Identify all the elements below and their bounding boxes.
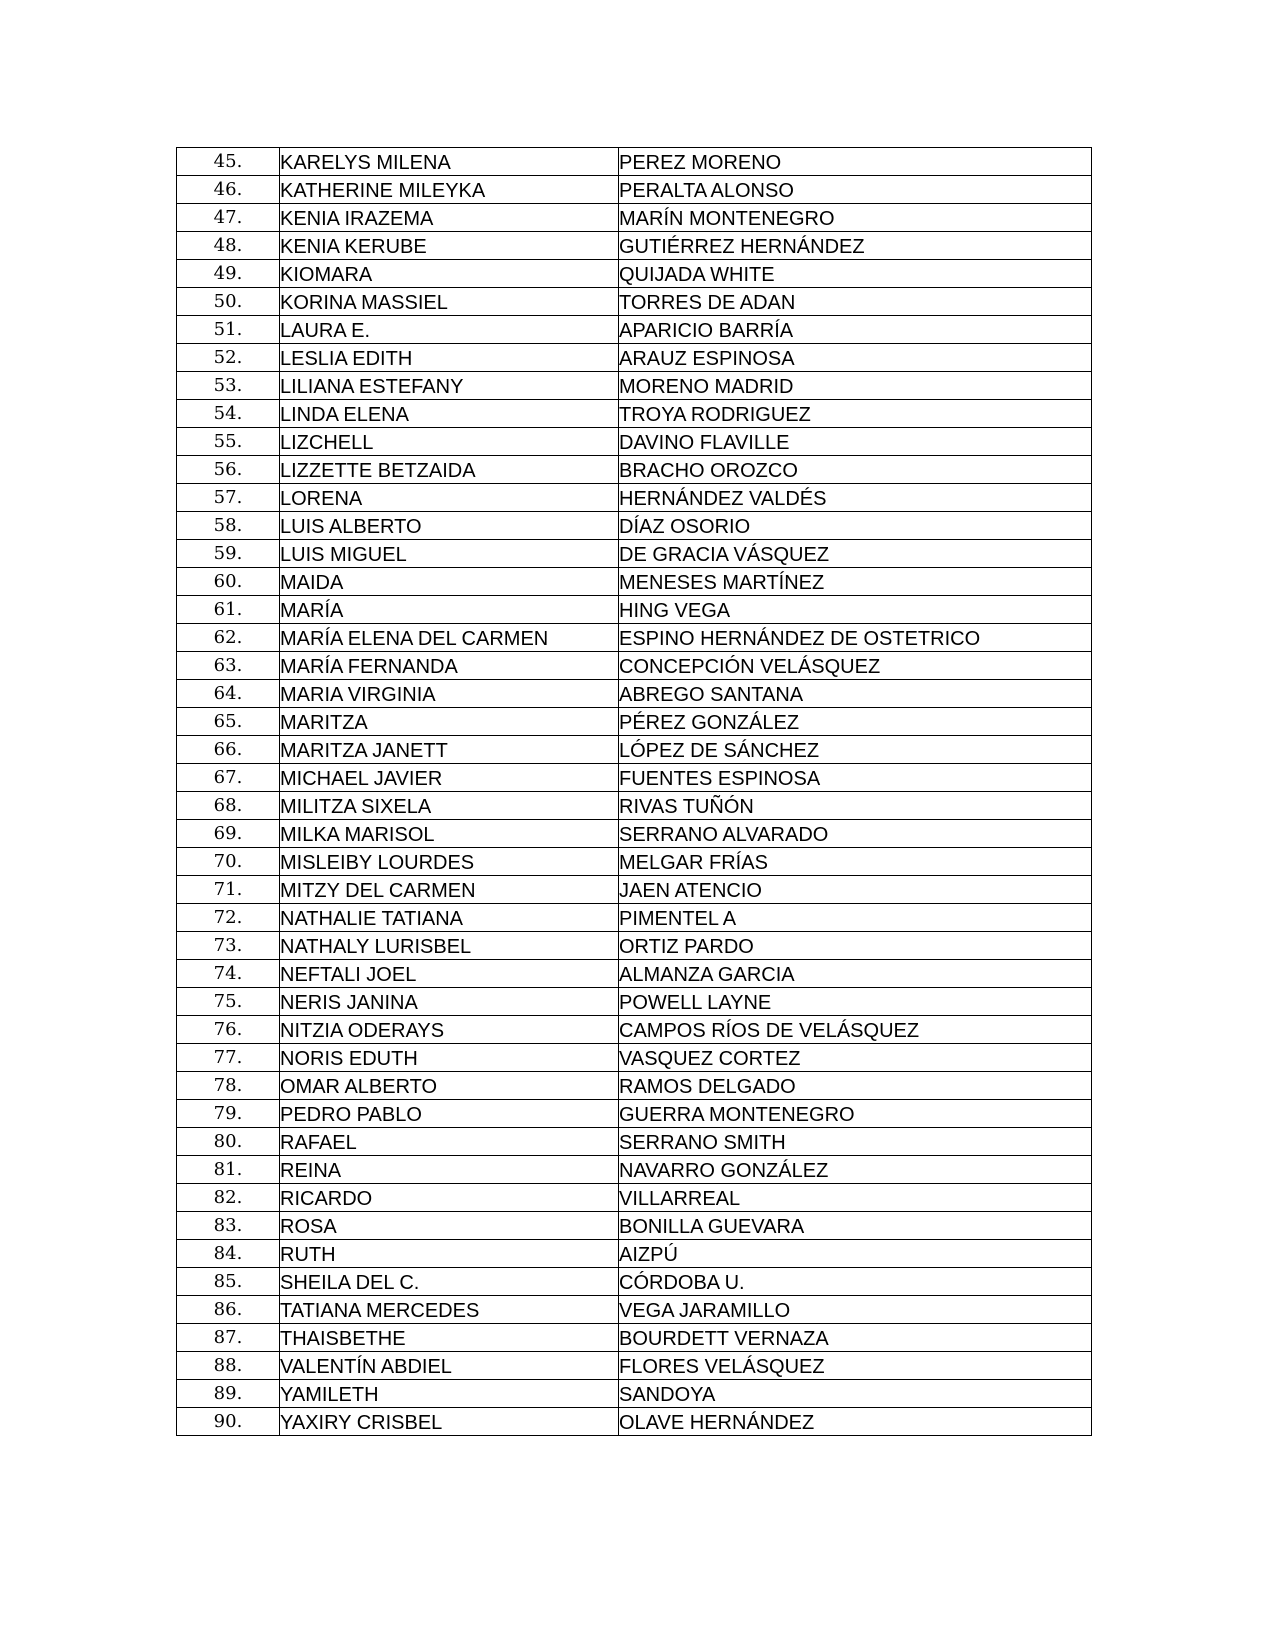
table-row xyxy=(177,680,1092,708)
first-name-cell: MILITZA SIXELA xyxy=(280,792,619,820)
table-row xyxy=(177,540,1092,568)
row-number-cell: 63. xyxy=(177,652,280,680)
row-number-cell: 46. xyxy=(177,176,280,204)
last-name-cell: BRACHO OROZCO xyxy=(619,456,1092,484)
first-name-cell: MARIA VIRGINIA xyxy=(280,680,619,708)
table-row xyxy=(177,344,1092,372)
row-number-cell: 75. xyxy=(177,988,280,1016)
first-name-cell: THAISBETHE xyxy=(280,1324,619,1352)
first-name-cell: LIZCHELL xyxy=(280,428,619,456)
first-name-cell: NERIS JANINA xyxy=(280,988,619,1016)
table-row xyxy=(177,624,1092,652)
table-row xyxy=(177,988,1092,1016)
row-number-cell: 50. xyxy=(177,288,280,316)
first-name-cell: NATHALIE TATIANA xyxy=(280,904,619,932)
last-name-cell: PERALTA ALONSO xyxy=(619,176,1092,204)
row-number-cell: 60. xyxy=(177,568,280,596)
table-row xyxy=(177,1156,1092,1184)
first-name-cell: KIOMARA xyxy=(280,260,619,288)
first-name-cell: KENIA IRAZEMA xyxy=(280,204,619,232)
first-name-cell: MARÍA FERNANDA xyxy=(280,652,619,680)
last-name-cell: GUTIÉRREZ HERNÁNDEZ xyxy=(619,232,1092,260)
row-number-cell: 47. xyxy=(177,204,280,232)
row-number-cell: 90. xyxy=(177,1408,280,1436)
first-name-cell: KARELYS MILENA xyxy=(280,148,619,176)
last-name-cell: PEREZ MORENO xyxy=(619,148,1092,176)
table-row xyxy=(177,260,1092,288)
last-name-cell: MELGAR FRÍAS xyxy=(619,848,1092,876)
table-row xyxy=(177,1240,1092,1268)
first-name-cell: LUIS ALBERTO xyxy=(280,512,619,540)
table-row xyxy=(177,848,1092,876)
row-number-cell: 77. xyxy=(177,1044,280,1072)
row-number-cell: 76. xyxy=(177,1016,280,1044)
row-number-cell: 45. xyxy=(177,148,280,176)
table-row xyxy=(177,568,1092,596)
row-number-cell: 79. xyxy=(177,1100,280,1128)
last-name-cell: PÉREZ GONZÁLEZ xyxy=(619,708,1092,736)
row-number-cell: 51. xyxy=(177,316,280,344)
table-row xyxy=(177,316,1092,344)
last-name-cell: RIVAS TUÑÓN xyxy=(619,792,1092,820)
table-row xyxy=(177,428,1092,456)
last-name-cell: APARICIO BARRÍA xyxy=(619,316,1092,344)
first-name-cell: YAMILETH xyxy=(280,1380,619,1408)
table-row xyxy=(177,764,1092,792)
row-number-cell: 65. xyxy=(177,708,280,736)
row-number-cell: 61. xyxy=(177,596,280,624)
last-name-cell: CONCEPCIÓN VELÁSQUEZ xyxy=(619,652,1092,680)
first-name-cell: MAIDA xyxy=(280,568,619,596)
table-row xyxy=(177,512,1092,540)
row-number-cell: 84. xyxy=(177,1240,280,1268)
first-name-cell: SHEILA DEL C. xyxy=(280,1268,619,1296)
table-row xyxy=(177,372,1092,400)
first-name-cell: MARITZA xyxy=(280,708,619,736)
row-number-cell: 88. xyxy=(177,1352,280,1380)
last-name-cell: MENESES MARTÍNEZ xyxy=(619,568,1092,596)
row-number-cell: 58. xyxy=(177,512,280,540)
row-number-cell: 59. xyxy=(177,540,280,568)
last-name-cell: DAVINO FLAVILLE xyxy=(619,428,1092,456)
row-number-cell: 86. xyxy=(177,1296,280,1324)
row-number-cell: 72. xyxy=(177,904,280,932)
last-name-cell: ESPINO HERNÁNDEZ DE OSTETRICO xyxy=(619,624,1092,652)
row-number-cell: 64. xyxy=(177,680,280,708)
row-number-cell: 66. xyxy=(177,736,280,764)
row-number-cell: 52. xyxy=(177,344,280,372)
table-row xyxy=(177,204,1092,232)
first-name-cell: KENIA KERUBE xyxy=(280,232,619,260)
table-row xyxy=(177,1380,1092,1408)
table-row xyxy=(177,1184,1092,1212)
name-list-body xyxy=(177,148,1092,1436)
row-number-cell: 83. xyxy=(177,1212,280,1240)
first-name-cell: MILKA MARISOL xyxy=(280,820,619,848)
first-name-cell: NEFTALI JOEL xyxy=(280,960,619,988)
first-name-cell: MISLEIBY LOURDES xyxy=(280,848,619,876)
name-list-table xyxy=(176,147,1092,1436)
last-name-cell: ALMANZA GARCIA xyxy=(619,960,1092,988)
table-row xyxy=(177,596,1092,624)
last-name-cell: RAMOS DELGADO xyxy=(619,1072,1092,1100)
row-number-cell: 81. xyxy=(177,1156,280,1184)
table-row xyxy=(177,1324,1092,1352)
first-name-cell: MICHAEL JAVIER xyxy=(280,764,619,792)
last-name-cell: OLAVE HERNÁNDEZ xyxy=(619,1408,1092,1436)
table-row xyxy=(177,176,1092,204)
last-name-cell: NAVARRO GONZÁLEZ xyxy=(619,1156,1092,1184)
first-name-cell: LINDA ELENA xyxy=(280,400,619,428)
last-name-cell: MORENO MADRID xyxy=(619,372,1092,400)
first-name-cell: RICARDO xyxy=(280,1184,619,1212)
last-name-cell: SERRANO ALVARADO xyxy=(619,820,1092,848)
row-number-cell: 57. xyxy=(177,484,280,512)
last-name-cell: FUENTES ESPINOSA xyxy=(619,764,1092,792)
first-name-cell: ROSA xyxy=(280,1212,619,1240)
row-number-cell: 55. xyxy=(177,428,280,456)
first-name-cell: MARÍA xyxy=(280,596,619,624)
row-number-cell: 68. xyxy=(177,792,280,820)
table-row xyxy=(177,932,1092,960)
table-row xyxy=(177,1072,1092,1100)
table-row xyxy=(177,1296,1092,1324)
last-name-cell: MARÍN MONTENEGRO xyxy=(619,204,1092,232)
last-name-cell: PIMENTEL A xyxy=(619,904,1092,932)
first-name-cell: LUIS MIGUEL xyxy=(280,540,619,568)
first-name-cell: KATHERINE MILEYKA xyxy=(280,176,619,204)
table-row xyxy=(177,288,1092,316)
row-number-cell: 67. xyxy=(177,764,280,792)
table-row xyxy=(177,1352,1092,1380)
row-number-cell: 62. xyxy=(177,624,280,652)
first-name-cell: LAURA E. xyxy=(280,316,619,344)
row-number-cell: 89. xyxy=(177,1380,280,1408)
table-row xyxy=(177,232,1092,260)
table-row xyxy=(177,1408,1092,1436)
table-row xyxy=(177,708,1092,736)
table-row xyxy=(177,148,1092,176)
row-number-cell: 54. xyxy=(177,400,280,428)
first-name-cell: LORENA xyxy=(280,484,619,512)
first-name-cell: PEDRO PABLO xyxy=(280,1100,619,1128)
last-name-cell: ARAUZ ESPINOSA xyxy=(619,344,1092,372)
table-row xyxy=(177,876,1092,904)
last-name-cell: VASQUEZ CORTEZ xyxy=(619,1044,1092,1072)
row-number-cell: 53. xyxy=(177,372,280,400)
table-row xyxy=(177,1268,1092,1296)
table-row xyxy=(177,1128,1092,1156)
last-name-cell: POWELL LAYNE xyxy=(619,988,1092,1016)
last-name-cell: GUERRA MONTENEGRO xyxy=(619,1100,1092,1128)
first-name-cell: RAFAEL xyxy=(280,1128,619,1156)
first-name-cell: KORINA MASSIEL xyxy=(280,288,619,316)
first-name-cell: YAXIRY CRISBEL xyxy=(280,1408,619,1436)
first-name-cell: OMAR ALBERTO xyxy=(280,1072,619,1100)
last-name-cell: DE GRACIA VÁSQUEZ xyxy=(619,540,1092,568)
last-name-cell: BOURDETT VERNAZA xyxy=(619,1324,1092,1352)
last-name-cell: CAMPOS RÍOS DE VELÁSQUEZ xyxy=(619,1016,1092,1044)
last-name-cell: QUIJADA WHITE xyxy=(619,260,1092,288)
first-name-cell: NATHALY LURISBEL xyxy=(280,932,619,960)
row-number-cell: 87. xyxy=(177,1324,280,1352)
row-number-cell: 48. xyxy=(177,232,280,260)
last-name-cell: VEGA JARAMILLO xyxy=(619,1296,1092,1324)
last-name-cell: FLORES VELÁSQUEZ xyxy=(619,1352,1092,1380)
row-number-cell: 70. xyxy=(177,848,280,876)
last-name-cell: TORRES DE ADAN xyxy=(619,288,1092,316)
row-number-cell: 78. xyxy=(177,1072,280,1100)
first-name-cell: TATIANA MERCEDES xyxy=(280,1296,619,1324)
table-row xyxy=(177,456,1092,484)
row-number-cell: 73. xyxy=(177,932,280,960)
first-name-cell: LIZZETTE BETZAIDA xyxy=(280,456,619,484)
last-name-cell: DÍAZ OSORIO xyxy=(619,512,1092,540)
last-name-cell: ABREGO SANTANA xyxy=(619,680,1092,708)
row-number-cell: 69. xyxy=(177,820,280,848)
first-name-cell: RUTH xyxy=(280,1240,619,1268)
last-name-cell: JAEN ATENCIO xyxy=(619,876,1092,904)
last-name-cell: LÓPEZ DE SÁNCHEZ xyxy=(619,736,1092,764)
last-name-cell: SANDOYA xyxy=(619,1380,1092,1408)
last-name-cell: VILLARREAL xyxy=(619,1184,1092,1212)
table-row xyxy=(177,960,1092,988)
row-number-cell: 85. xyxy=(177,1268,280,1296)
last-name-cell: TROYA RODRIGUEZ xyxy=(619,400,1092,428)
table-row xyxy=(177,1212,1092,1240)
first-name-cell: REINA xyxy=(280,1156,619,1184)
first-name-cell: VALENTÍN ABDIEL xyxy=(280,1352,619,1380)
first-name-cell: LESLIA EDITH xyxy=(280,344,619,372)
row-number-cell: 80. xyxy=(177,1128,280,1156)
table-row xyxy=(177,1016,1092,1044)
table-row xyxy=(177,1100,1092,1128)
table-row xyxy=(177,820,1092,848)
first-name-cell: MARITZA JANETT xyxy=(280,736,619,764)
last-name-cell: HERNÁNDEZ VALDÉS xyxy=(619,484,1092,512)
table-row xyxy=(177,1044,1092,1072)
first-name-cell: NITZIA ODERAYS xyxy=(280,1016,619,1044)
row-number-cell: 82. xyxy=(177,1184,280,1212)
table-row xyxy=(177,792,1092,820)
first-name-cell: MITZY DEL CARMEN xyxy=(280,876,619,904)
row-number-cell: 56. xyxy=(177,456,280,484)
last-name-cell: ORTIZ PARDO xyxy=(619,932,1092,960)
table-row xyxy=(177,736,1092,764)
last-name-cell: HING VEGA xyxy=(619,596,1092,624)
last-name-cell: AIZPÚ xyxy=(619,1240,1092,1268)
row-number-cell: 49. xyxy=(177,260,280,288)
last-name-cell: BONILLA GUEVARA xyxy=(619,1212,1092,1240)
table-row xyxy=(177,904,1092,932)
row-number-cell: 74. xyxy=(177,960,280,988)
first-name-cell: MARÍA ELENA DEL CARMEN xyxy=(280,624,619,652)
table-row xyxy=(177,484,1092,512)
first-name-cell: LILIANA ESTEFANY xyxy=(280,372,619,400)
row-number-cell: 71. xyxy=(177,876,280,904)
table-row xyxy=(177,400,1092,428)
first-name-cell: NORIS EDUTH xyxy=(280,1044,619,1072)
last-name-cell: CÓRDOBA U. xyxy=(619,1268,1092,1296)
table-row xyxy=(177,652,1092,680)
last-name-cell: SERRANO SMITH xyxy=(619,1128,1092,1156)
